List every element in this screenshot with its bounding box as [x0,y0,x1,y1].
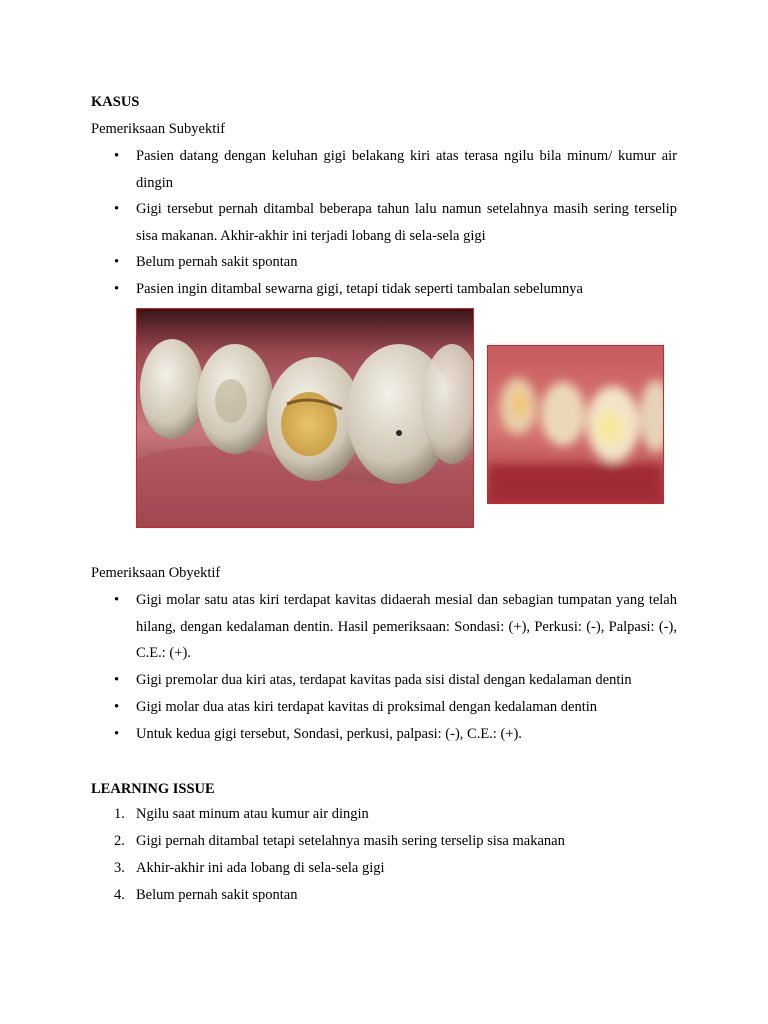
obyektif-item [114,694,677,721]
learning-issue-text: Akhir-akhir ini ada lobang di sela-sela gigi [136,860,385,876]
obyektif-item [114,587,677,667]
bullet-marker: • [114,726,120,742]
learning-issue-text: Gigi pernah ditambal tetapi setelahnya masih sering terselip sisa makanan [136,833,565,849]
bullet-marker: • [114,281,120,297]
list-number: 1. [114,806,125,822]
bullet-marker: • [114,699,120,715]
bullet-marker: • [114,254,120,270]
section-title-learning-issue: LEARNING ISSUE [91,781,215,797]
photo-decayed-teeth-closeup [136,308,474,528]
subsection-title-subyektif: Pemeriksaan Subyektif [91,121,226,137]
bullet-marker: • [114,148,120,164]
photo-teeth-blurred [487,345,664,504]
subsection-title-obyektif: Pemeriksaan Obyektif [91,565,221,581]
subyektif-item [114,276,677,303]
teeth-closeup-illustration [137,309,473,527]
learning-issue-item [114,882,677,909]
bullet-marker: • [114,672,120,688]
section-title-kasus: KASUS [91,94,140,110]
bullet-marker: • [114,592,120,608]
subyektif-item-text: Pasien datang dengan keluhan gigi belakang kiri atas terasa ngilu bila minum/ kumur air dingin [136,148,677,191]
list-number: 4. [114,887,125,903]
subyektif-item [114,143,677,196]
obyektif-item-text: Gigi premolar dua kiri atas, terdapat kavitas pada sisi distal dengan kedalaman dentin [136,672,632,688]
subyektif-item [114,249,677,276]
learning-issue-text: Belum pernah sakit spontan [136,887,298,903]
list-number: 3. [114,860,125,876]
bullet-marker: • [114,201,120,217]
teeth-blurred-illustration [488,346,663,503]
learning-issue-text: Ngilu saat minum atau kumur air dingin [136,806,369,822]
subyektif-item-text: Pasien ingin ditambal sewarna gigi, tetapi tidak seperti tambalan sebelumnya [136,281,583,297]
obyektif-item [114,667,677,694]
subyektif-item-text: Gigi tersebut pernah ditambal beberapa tahun lalu namun setelahnya masih sering terselip sisa makanan. Akhir-akhir ini terjadi lobang di sela-sela gigi [136,201,677,244]
obyektif-item [114,721,677,748]
subyektif-item [114,196,677,249]
list-number: 2. [114,833,125,849]
subyektif-item-text: Belum pernah sakit spontan [136,254,298,270]
learning-issue-item [114,801,677,828]
obyektif-item-text: Untuk kedua gigi tersebut, Sondasi, perkusi, palpasi: (-), C.E.: (+). [136,726,522,742]
learning-issue-item [114,855,677,882]
obyektif-item-text: Gigi molar satu atas kiri terdapat kavitas didaerah mesial dan sebagian tumpatan yang telah hilang, dengan kedalaman dentin. Hasil pemeriksaan: Sondasi: (+), Perkusi: (-), Palpasi: (-), C.E.: (+). [136,592,677,662]
obyektif-item-text: Gigi molar dua atas kiri terdapat kavitas di proksimal dengan kedalaman dentin [136,699,598,715]
learning-issue-item [114,828,677,855]
